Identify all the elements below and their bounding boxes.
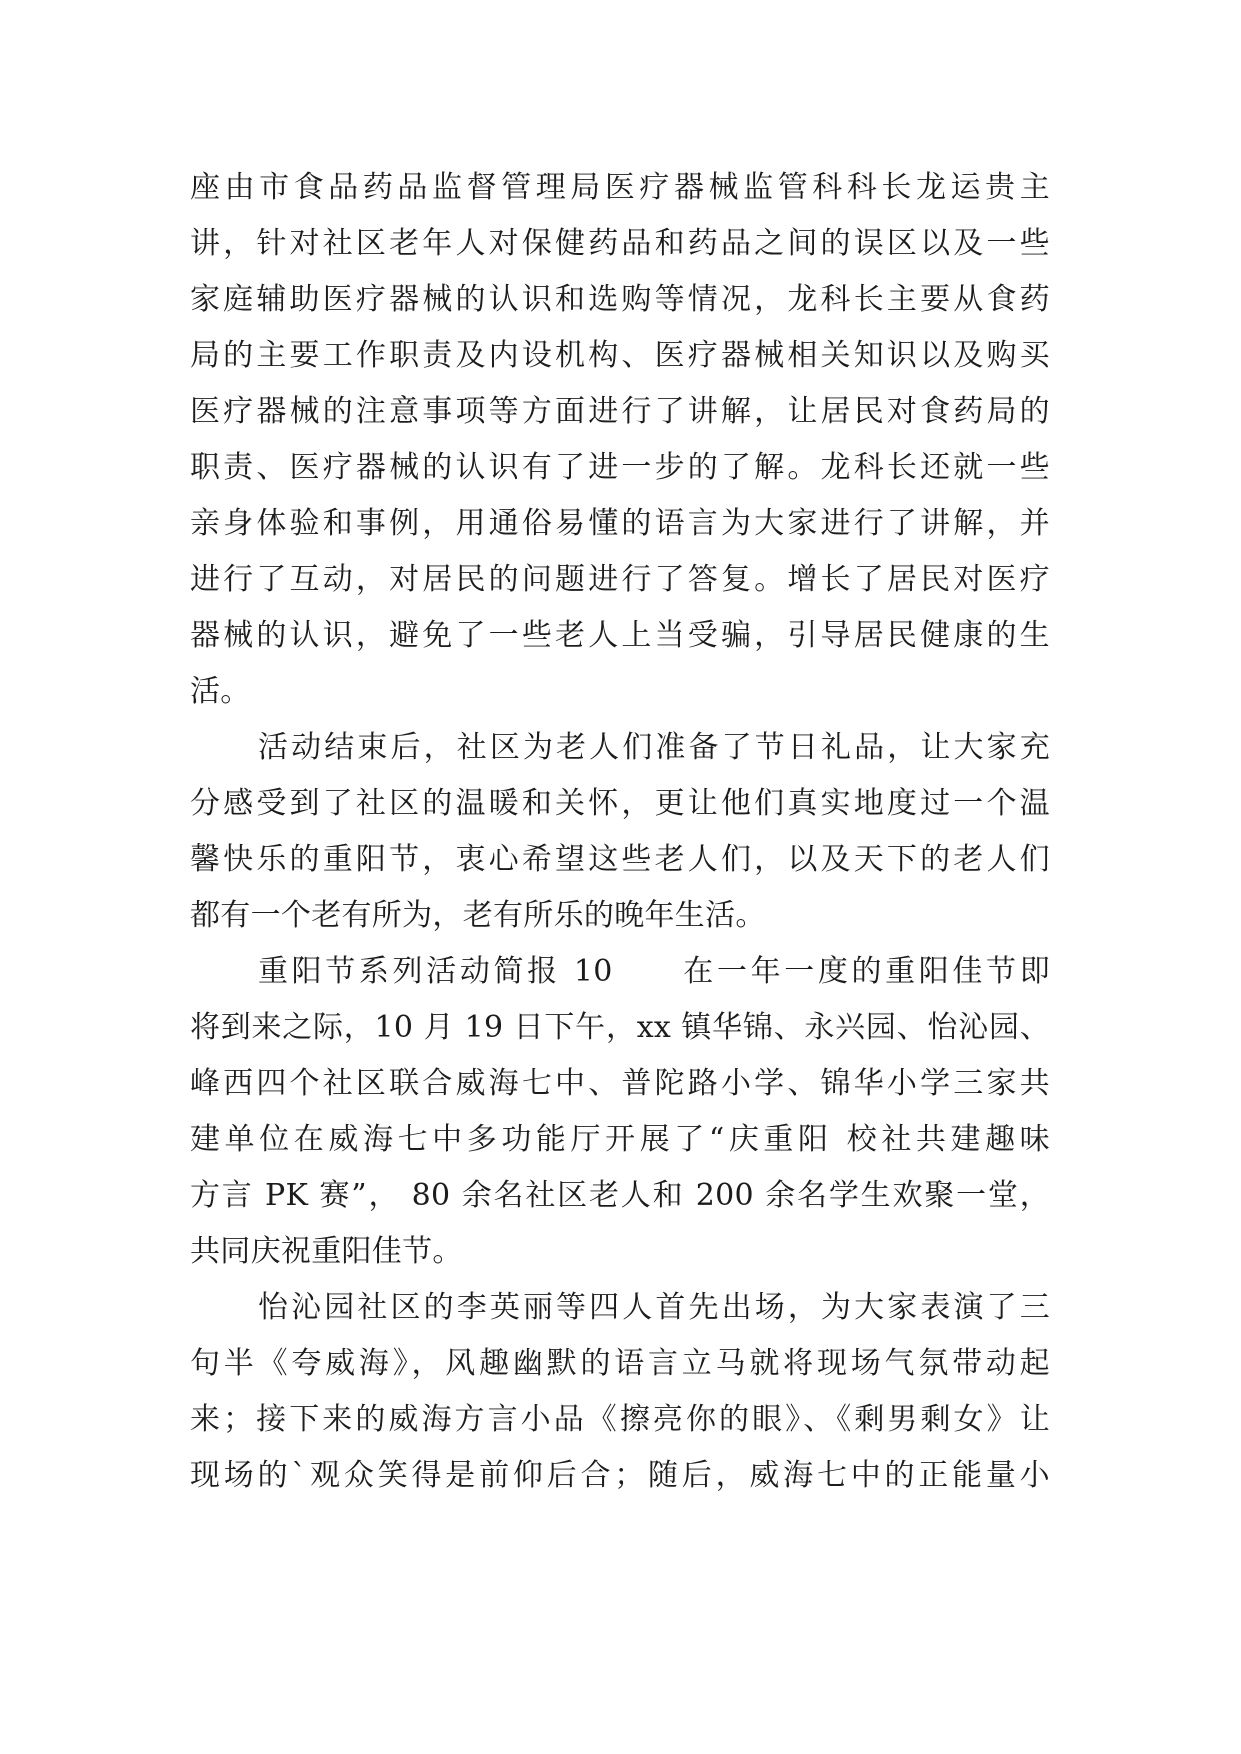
paragraph-1-line: 亲身体验和事例，用通俗易懂的语言为大家进行了讲解，并 bbox=[190, 506, 1050, 541]
paragraph-3-line: 峰西四个社区联合威海七中、普陀路小学、锦华小学三家共 bbox=[190, 1066, 1050, 1101]
paragraph-1-line: 座由市食品药品监督管理局医疗器械监管科科长龙运贵主 bbox=[190, 170, 1050, 205]
paragraph-1-line: 家庭辅助医疗器械的认识和选购等情况，龙科长主要从食药 bbox=[190, 282, 1050, 317]
paragraph-3-line: 重阳节系列活动简报 10 在一年一度的重阳佳节即 bbox=[258, 954, 1050, 989]
paragraph-3-line: 将到来之际，10 月 19 日下午，xx 镇华锦、永兴园、怡沁园、 bbox=[190, 1010, 1050, 1045]
paragraph-3-line: 方言 PK 赛”， 80 余名社区老人和 200 余名学生欢聚一堂， bbox=[190, 1178, 1050, 1213]
paragraph-1-line: 讲，针对社区老年人对保健药品和药品之间的误区以及一些 bbox=[190, 226, 1050, 261]
paragraph-1-line: 器械的认识，避免了一些老人上当受骗，引导居民健康的生 bbox=[190, 618, 1050, 653]
paragraph-2-line: 馨快乐的重阳节，衷心希望这些老人们，以及天下的老人们 bbox=[190, 842, 1050, 877]
paragraph-3-line: 建单位在威海七中多功能厅开展了“庆重阳 校社共建趣味 bbox=[190, 1122, 1050, 1157]
paragraph-4-line: 现场的`观众笑得是前仰后合；随后，威海七中的正能量小 bbox=[190, 1458, 1050, 1493]
paragraph-4-line: 来；接下来的威海方言小品《擦亮你的眼》、《剩男剩女》让 bbox=[190, 1402, 1050, 1437]
paragraph-4-line: 怡沁园社区的李英丽等四人首先出场，为大家表演了三 bbox=[258, 1290, 1050, 1325]
paragraph-1-line: 医疗器械的注意事项等方面进行了讲解，让居民对食药局的 bbox=[190, 394, 1050, 429]
paragraph-3-line: 共同庆祝重阳佳节。 bbox=[190, 1234, 463, 1269]
paragraph-2-line: 活动结束后，社区为老人们准备了节日礼品，让大家充 bbox=[258, 730, 1050, 765]
paragraph-2-line: 分感受到了社区的温暖和关怀，更让他们真实地度过一个温 bbox=[190, 786, 1050, 821]
paragraph-1-line: 局的主要工作职责及内设机构、医疗器械相关知识以及购买 bbox=[190, 338, 1050, 373]
paragraph-1-line: 进行了互动，对居民的问题进行了答复。增长了居民对医疗 bbox=[190, 562, 1050, 597]
paragraph-2-line: 都有一个老有所为，老有所乐的晚年生活。 bbox=[190, 898, 766, 933]
body-text bbox=[190, 160, 1050, 1504]
paragraph-1-line: 职责、医疗器械的认识有了进一步的了解。龙科长还就一些 bbox=[190, 450, 1050, 485]
paragraph-4-line: 句半《夸威海》，风趣幽默的语言立马就将现场气氛带动起 bbox=[190, 1346, 1050, 1381]
paragraph-1-line: 活。 bbox=[190, 674, 251, 709]
